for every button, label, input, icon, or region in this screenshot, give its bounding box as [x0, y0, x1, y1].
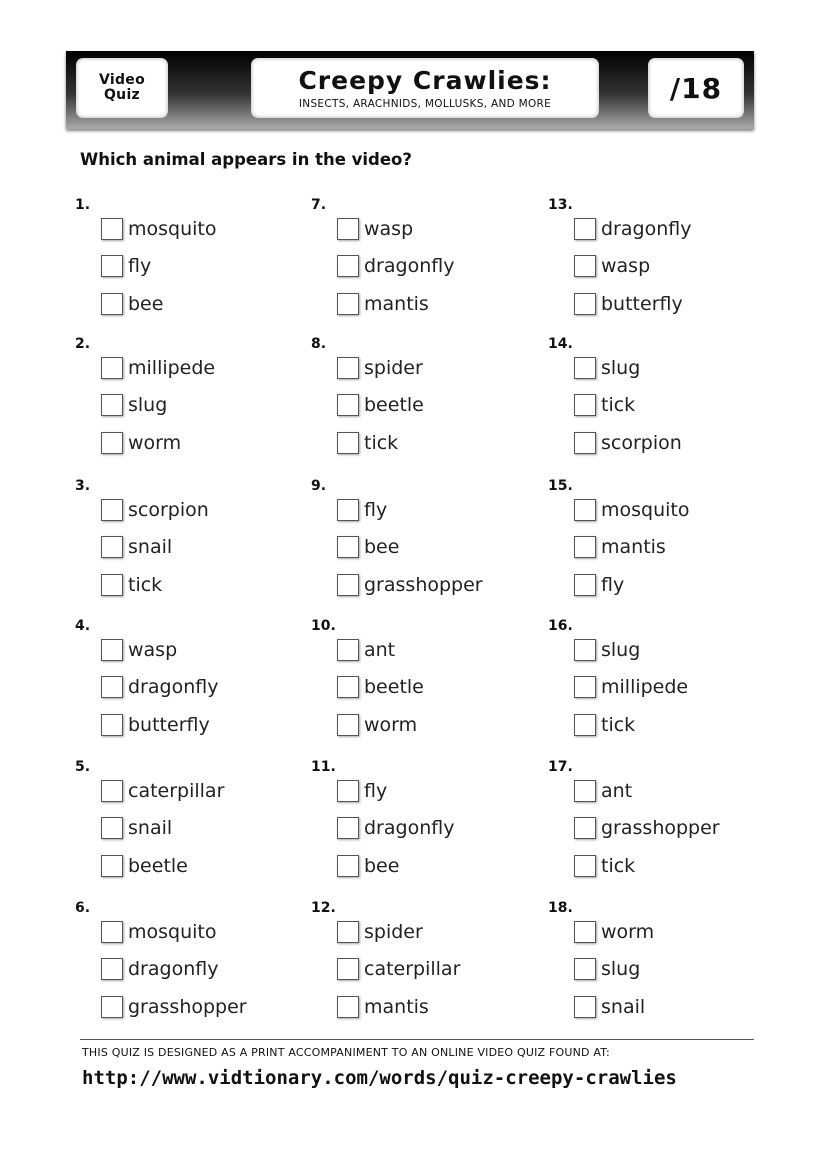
answer-label: slug: [601, 958, 641, 980]
answer-option[interactable]: [337, 214, 413, 244]
answer-option[interactable]: [101, 672, 218, 702]
answer-label: mantis: [364, 293, 429, 315]
answer-checkbox[interactable]: [337, 639, 359, 661]
answer-option[interactable]: [337, 570, 483, 600]
answer-checkbox[interactable]: [101, 218, 123, 240]
question-number: 1.: [75, 197, 91, 213]
question-number: 4.: [75, 618, 91, 634]
answer-checkbox[interactable]: [337, 958, 359, 980]
answer-label: snail: [601, 996, 646, 1018]
answer-label: spider: [364, 921, 423, 943]
answer-label: slug: [601, 357, 641, 379]
answer-checkbox[interactable]: [101, 357, 123, 379]
answer-checkbox[interactable]: [574, 536, 596, 558]
answer-checkbox[interactable]: [101, 293, 123, 315]
answer-option[interactable]: [574, 214, 691, 244]
answer-checkbox[interactable]: [337, 574, 359, 596]
answer-checkbox[interactable]: [101, 255, 123, 277]
title-box: [251, 58, 599, 118]
answer-label: mosquito: [128, 921, 217, 943]
question-number: 15.: [548, 478, 573, 494]
answer-checkbox[interactable]: [574, 996, 596, 1018]
answer-option[interactable]: [337, 495, 387, 525]
answer-checkbox[interactable]: [101, 574, 123, 596]
answer-option[interactable]: [574, 532, 666, 562]
answer-label: scorpion: [128, 499, 209, 521]
question-1: [75, 197, 295, 317]
score-total: /18: [669, 71, 723, 105]
answer-label: tick: [601, 714, 636, 736]
answer-option[interactable]: [337, 672, 424, 702]
question-number: 13.: [548, 197, 573, 213]
answer-label: ant: [601, 780, 633, 802]
answer-checkbox[interactable]: [101, 780, 123, 802]
answer-checkbox[interactable]: [574, 574, 596, 596]
answer-option[interactable]: [101, 353, 215, 383]
answer-label: fly: [601, 574, 625, 596]
answer-option[interactable]: [101, 851, 188, 881]
answer-option[interactable]: [337, 428, 398, 458]
question-2: [75, 336, 295, 456]
answer-label: tick: [601, 394, 636, 416]
video-quiz-label: Video Quiz: [98, 72, 146, 103]
answer-option[interactable]: [574, 635, 640, 665]
answer-checkbox[interactable]: [101, 958, 123, 980]
footer-url-link[interactable]: http://www.vidtionary.com/words/quiz-creepy-crawlies: [82, 1067, 677, 1089]
answer-checkbox[interactable]: [574, 817, 596, 839]
question-17: [548, 759, 768, 879]
answer-checkbox[interactable]: [101, 639, 123, 661]
page-title: Creepy Crawlies:: [298, 65, 552, 95]
answer-option[interactable]: [101, 214, 217, 244]
answer-option[interactable]: [574, 917, 654, 947]
answer-label: grasshopper: [364, 574, 483, 596]
answer-option[interactable]: [101, 532, 172, 562]
answer-checkbox[interactable]: [574, 921, 596, 943]
answer-label: slug: [601, 639, 641, 661]
answer-checkbox[interactable]: [574, 394, 596, 416]
answer-checkbox[interactable]: [101, 996, 123, 1018]
answer-label: caterpillar: [128, 780, 225, 802]
answer-checkbox[interactable]: [574, 958, 596, 980]
answer-option[interactable]: [337, 353, 423, 383]
question-10: [311, 618, 531, 738]
answer-label: fly: [364, 499, 388, 521]
answer-option[interactable]: [101, 992, 247, 1022]
answer-label: bee: [128, 293, 164, 315]
answer-checkbox[interactable]: [337, 676, 359, 698]
answer-checkbox[interactable]: [337, 357, 359, 379]
answer-checkbox[interactable]: [337, 780, 359, 802]
question-14: [548, 336, 768, 456]
answer-label: worm: [128, 432, 182, 454]
answer-label: slug: [128, 394, 168, 416]
answer-label: worm: [601, 921, 655, 943]
answer-option[interactable]: [574, 390, 635, 420]
answer-option[interactable]: [574, 954, 640, 984]
answer-checkbox[interactable]: [574, 714, 596, 736]
answer-checkbox[interactable]: [337, 432, 359, 454]
answer-checkbox[interactable]: [574, 676, 596, 698]
answer-label: fly: [364, 780, 388, 802]
answer-option[interactable]: [337, 776, 387, 806]
answer-option[interactable]: [101, 917, 217, 947]
answer-checkbox[interactable]: [337, 536, 359, 558]
answer-checkbox[interactable]: [574, 780, 596, 802]
question-9: [311, 478, 531, 598]
answer-label: millipede: [128, 357, 216, 379]
answer-option[interactable]: [101, 495, 209, 525]
instruction-text: Which animal appears in the video?: [80, 150, 412, 169]
answer-checkbox[interactable]: [574, 255, 596, 277]
question-number: 12.: [311, 900, 336, 916]
answer-label: millipede: [601, 676, 689, 698]
question-12: [311, 900, 531, 1020]
question-11: [311, 759, 531, 879]
answer-checkbox[interactable]: [337, 293, 359, 315]
answer-label: grasshopper: [128, 996, 247, 1018]
answer-option[interactable]: [574, 353, 640, 383]
answer-label: ant: [364, 639, 396, 661]
answer-checkbox[interactable]: [337, 817, 359, 839]
answer-option[interactable]: [337, 917, 423, 947]
answer-checkbox[interactable]: [101, 394, 123, 416]
question-13: [548, 197, 768, 317]
answer-option[interactable]: [337, 251, 454, 281]
answer-option[interactable]: [101, 813, 172, 843]
answer-option[interactable]: [337, 954, 460, 984]
page-subtitle: INSECTS, ARACHNIDS, MOLLUSKS, AND MORE: [298, 97, 552, 110]
answer-option[interactable]: [101, 289, 163, 319]
answer-label: fly: [128, 255, 152, 277]
answer-option[interactable]: [337, 710, 417, 740]
question-4: [75, 618, 295, 738]
answer-option[interactable]: [101, 635, 177, 665]
question-number: 2.: [75, 336, 91, 352]
answer-option[interactable]: [337, 635, 395, 665]
answer-checkbox[interactable]: [337, 921, 359, 943]
answer-checkbox[interactable]: [337, 714, 359, 736]
answer-option[interactable]: [101, 776, 224, 806]
answer-option[interactable]: [101, 570, 162, 600]
answer-label: snail: [128, 536, 173, 558]
answer-checkbox[interactable]: [101, 676, 123, 698]
answer-label: wasp: [601, 255, 651, 277]
answer-option[interactable]: [574, 851, 635, 881]
question-number: 5.: [75, 759, 91, 775]
answer-checkbox[interactable]: [101, 536, 123, 558]
answer-option[interactable]: [574, 289, 683, 319]
answer-option[interactable]: [574, 710, 635, 740]
answer-label: dragonfly: [364, 817, 455, 839]
question-number: 3.: [75, 478, 91, 494]
answer-option[interactable]: [337, 390, 424, 420]
question-number: 9.: [311, 478, 327, 494]
answer-label: bee: [364, 855, 400, 877]
answer-label: bee: [364, 536, 400, 558]
answer-option[interactable]: [101, 251, 151, 281]
answer-option[interactable]: [574, 495, 690, 525]
question-18: [548, 900, 768, 1020]
answer-label: wasp: [128, 639, 178, 661]
answer-label: beetle: [364, 394, 424, 416]
video-quiz-badge: [76, 58, 168, 118]
answer-checkbox[interactable]: [337, 855, 359, 877]
answer-checkbox[interactable]: [101, 432, 123, 454]
answer-label: dragonfly: [128, 958, 219, 980]
answer-checkbox[interactable]: [574, 499, 596, 521]
answer-label: tick: [364, 432, 399, 454]
question-number: 18.: [548, 900, 573, 916]
answer-checkbox[interactable]: [574, 432, 596, 454]
score-box: [648, 58, 744, 118]
answer-label: butterfly: [601, 293, 683, 315]
answer-option[interactable]: [101, 954, 218, 984]
question-number: 16.: [548, 618, 573, 634]
answer-option[interactable]: [101, 710, 210, 740]
answer-label: tick: [128, 574, 163, 596]
question-number: 6.: [75, 900, 91, 916]
answer-checkbox[interactable]: [337, 996, 359, 1018]
answer-label: wasp: [364, 218, 414, 240]
answer-checkbox[interactable]: [337, 218, 359, 240]
answer-option[interactable]: [574, 992, 645, 1022]
answer-checkbox[interactable]: [101, 921, 123, 943]
answer-option[interactable]: [101, 428, 181, 458]
answer-checkbox[interactable]: [574, 357, 596, 379]
answer-label: scorpion: [601, 432, 682, 454]
question-15: [548, 478, 768, 598]
answer-option[interactable]: [574, 672, 688, 702]
answer-label: snail: [128, 817, 173, 839]
question-5: [75, 759, 295, 879]
question-6: [75, 900, 295, 1020]
answer-option[interactable]: [574, 251, 650, 281]
answer-label: mosquito: [601, 499, 690, 521]
answer-label: spider: [364, 357, 423, 379]
answer-checkbox[interactable]: [101, 855, 123, 877]
answer-label: mantis: [601, 536, 666, 558]
answer-label: worm: [364, 714, 418, 736]
answer-label: dragonfly: [364, 255, 455, 277]
answer-label: caterpillar: [364, 958, 461, 980]
question-7: [311, 197, 531, 317]
question-number: 7.: [311, 197, 327, 213]
footer-divider: [80, 1039, 754, 1040]
answer-option[interactable]: [574, 813, 720, 843]
answer-checkbox[interactable]: [337, 499, 359, 521]
answer-checkbox[interactable]: [574, 639, 596, 661]
answer-checkbox[interactable]: [101, 499, 123, 521]
answer-label: grasshopper: [601, 817, 720, 839]
answer-option[interactable]: [574, 428, 682, 458]
footer-note: THIS QUIZ IS DESIGNED AS A PRINT ACCOMPANIMENT TO AN ONLINE VIDEO QUIZ FOUND AT:: [82, 1046, 610, 1059]
question-number: 8.: [311, 336, 327, 352]
answer-checkbox[interactable]: [574, 218, 596, 240]
answer-option[interactable]: [337, 851, 399, 881]
answer-label: beetle: [364, 676, 424, 698]
question-number: 17.: [548, 759, 573, 775]
answer-option[interactable]: [101, 390, 167, 420]
answer-checkbox[interactable]: [574, 293, 596, 315]
question-8: [311, 336, 531, 456]
question-number: 11.: [311, 759, 336, 775]
answer-label: beetle: [128, 855, 188, 877]
answer-checkbox[interactable]: [101, 714, 123, 736]
answer-label: mosquito: [128, 218, 217, 240]
question-3: [75, 478, 295, 598]
answer-option[interactable]: [337, 289, 429, 319]
answer-label: dragonfly: [601, 218, 692, 240]
answer-label: butterfly: [128, 714, 210, 736]
answer-checkbox[interactable]: [337, 255, 359, 277]
answer-option[interactable]: [574, 776, 632, 806]
header-bar: [66, 51, 754, 129]
answer-label: tick: [601, 855, 636, 877]
answer-checkbox[interactable]: [101, 817, 123, 839]
answer-option[interactable]: [337, 992, 429, 1022]
answer-option[interactable]: [337, 813, 454, 843]
answer-label: dragonfly: [128, 676, 219, 698]
question-number: 10.: [311, 618, 336, 634]
question-16: [548, 618, 768, 738]
answer-option[interactable]: [574, 570, 624, 600]
answer-label: mantis: [364, 996, 429, 1018]
question-number: 14.: [548, 336, 573, 352]
answer-checkbox[interactable]: [337, 394, 359, 416]
answer-option[interactable]: [337, 532, 399, 562]
answer-checkbox[interactable]: [574, 855, 596, 877]
